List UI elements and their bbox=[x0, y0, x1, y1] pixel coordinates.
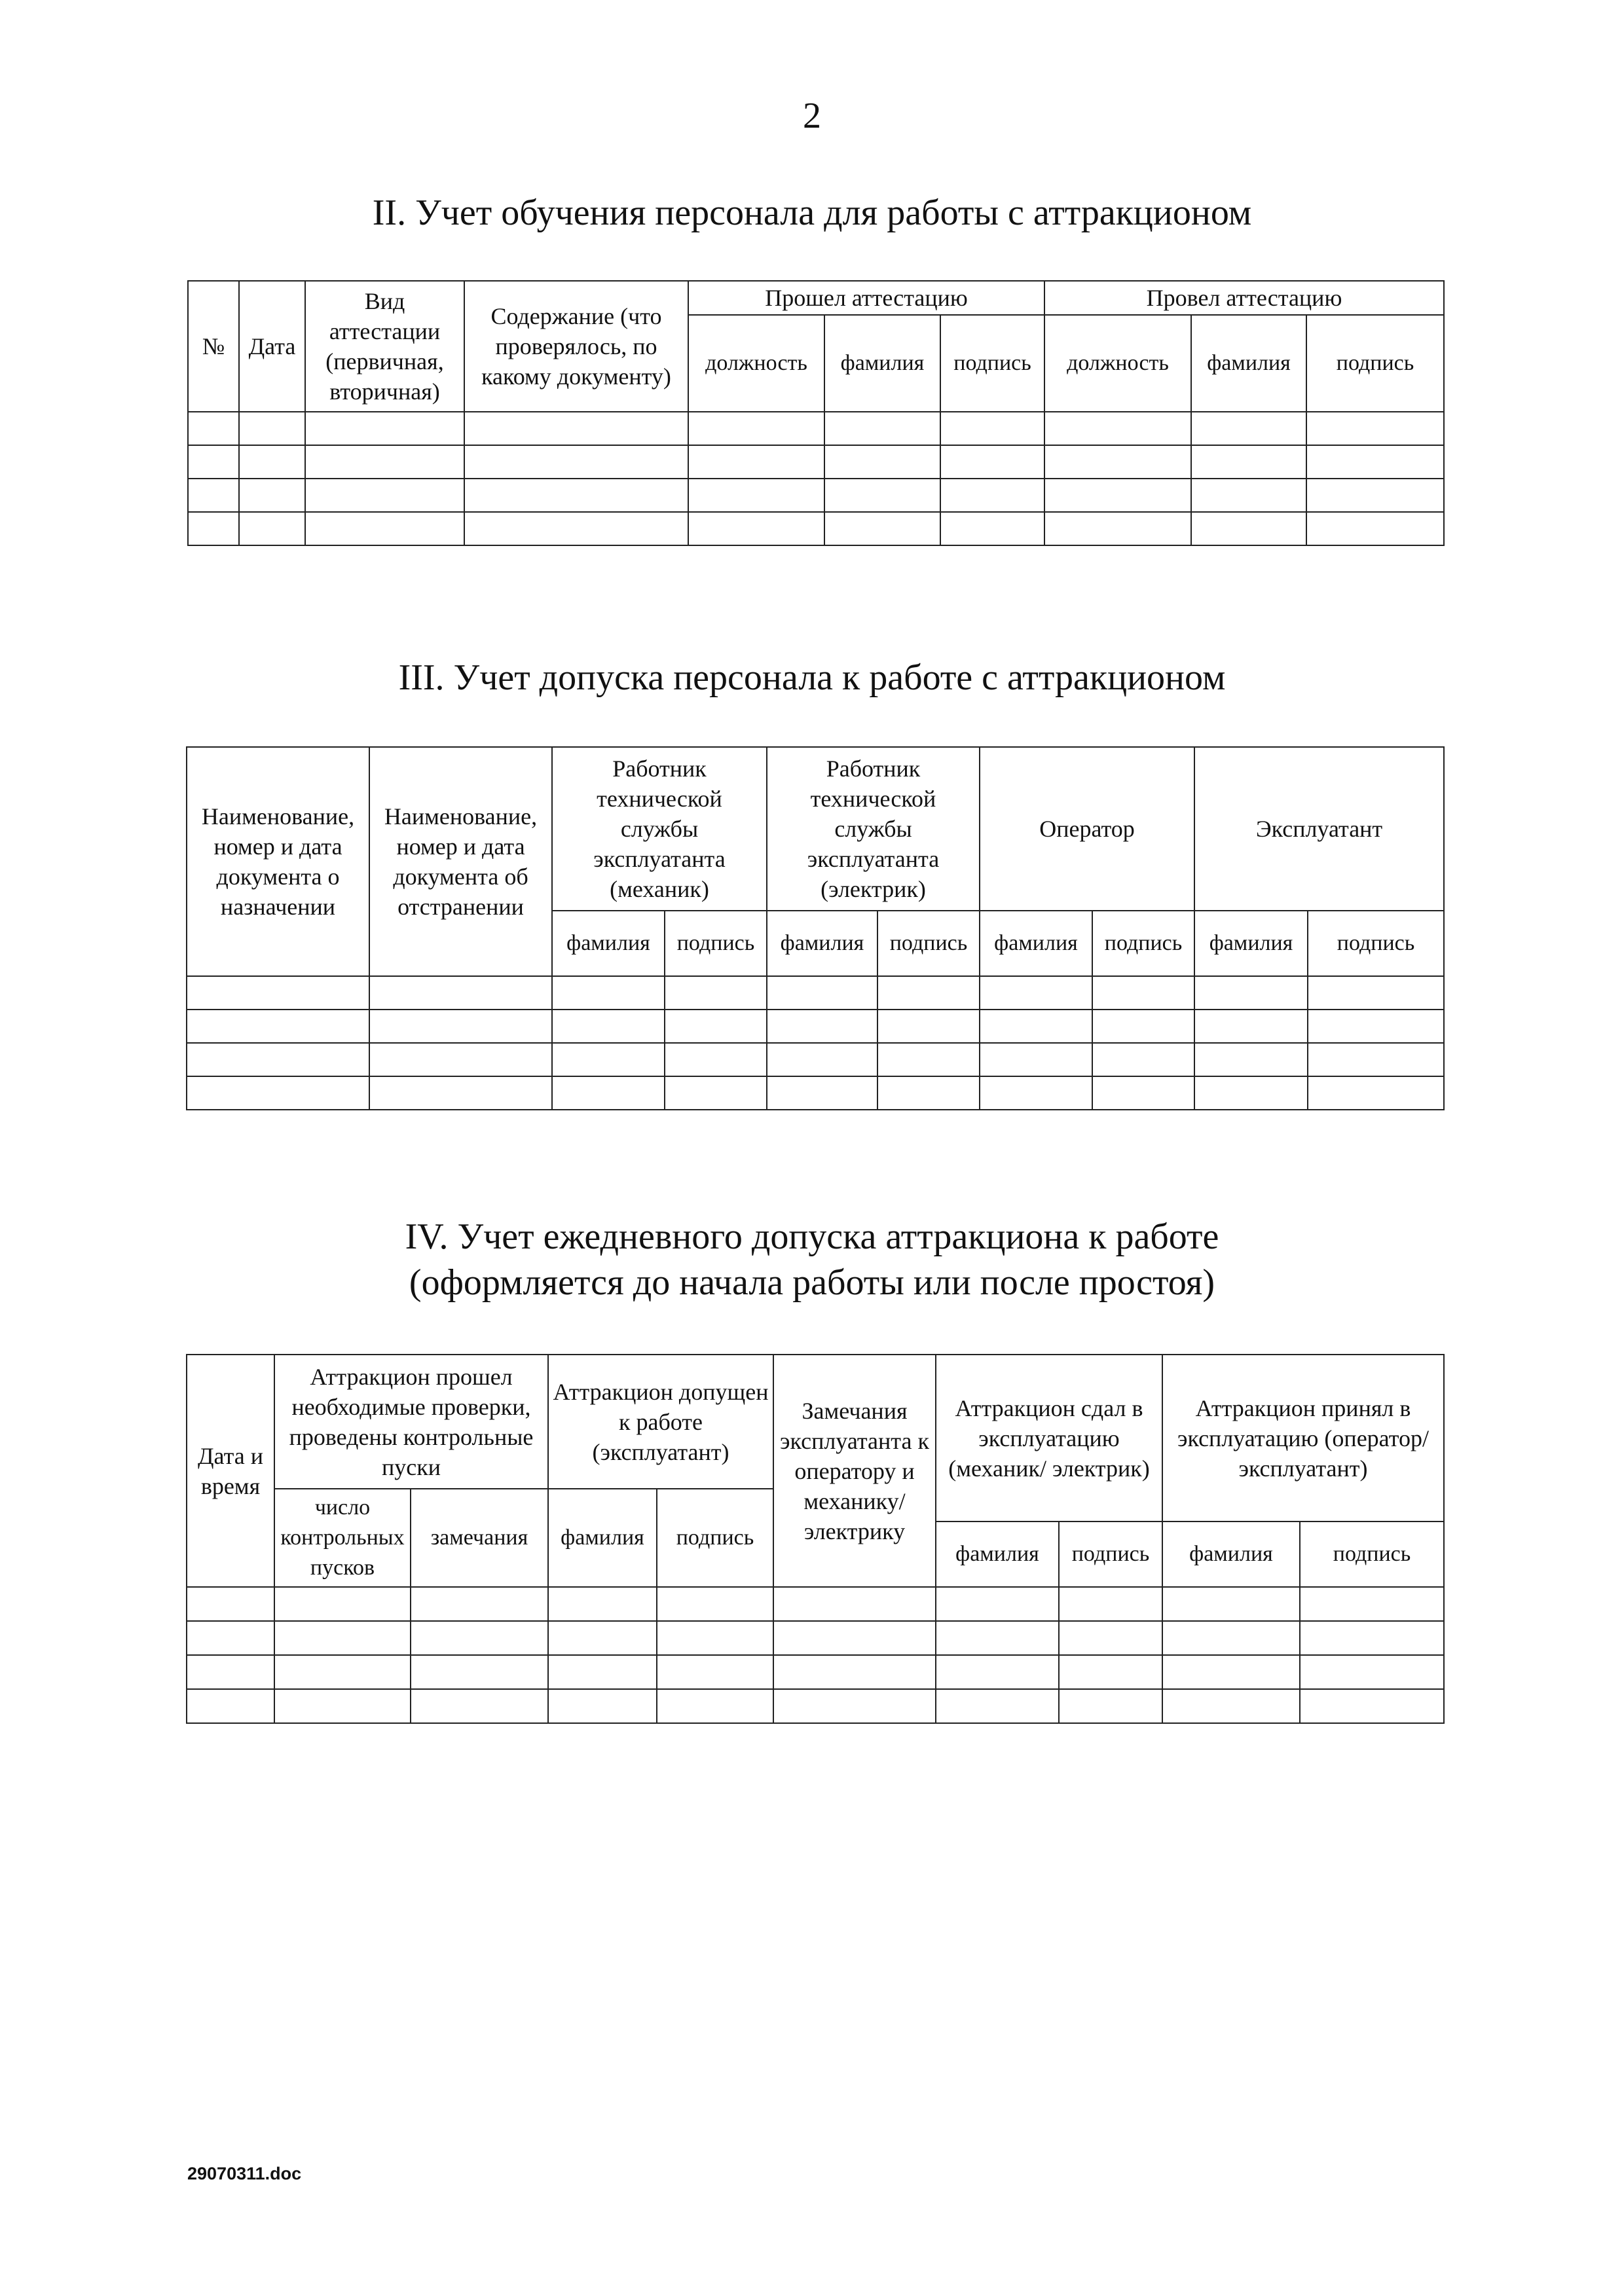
header-signature: подпись bbox=[1308, 911, 1444, 976]
header-checks-passed: Аттракцион прошел необходимые проверки, проведены контрольные пуски bbox=[274, 1355, 548, 1489]
section-3-title: III. Учет допуска персонала к работе с аттракционом bbox=[398, 657, 1226, 698]
header-surname: фамилия bbox=[1191, 315, 1306, 412]
header-surname: фамилия bbox=[767, 911, 877, 976]
header-date: Дата bbox=[239, 281, 305, 412]
header-surname: фамилия bbox=[1194, 911, 1308, 976]
header-exploitant-remarks: Замечания эксплуатанта к оператору и механику/ электрику bbox=[773, 1355, 936, 1587]
header-operator: Оператор bbox=[980, 747, 1194, 911]
header-accepted: Аттракцион принял в эксплуатацию (оператор/ эксплуатант) bbox=[1162, 1355, 1444, 1522]
footer-filename: 29070311.doc bbox=[187, 2164, 302, 2183]
table-row[interactable] bbox=[188, 479, 1444, 512]
header-surname: фамилия bbox=[980, 911, 1092, 976]
header-date-time: Дата и время bbox=[187, 1355, 274, 1587]
section-3-table bbox=[186, 746, 1445, 1110]
header-conducted-attestation: Провел аттестацию bbox=[1044, 281, 1444, 315]
header-electrician: Работник технической службы эксплуатанта (электрик) bbox=[767, 747, 980, 911]
header-signature: подпись bbox=[1059, 1522, 1162, 1587]
table-row[interactable] bbox=[187, 1010, 1444, 1043]
header-removal-document: Наименование, номер и дата документа об отстранении bbox=[369, 747, 552, 976]
header-signature: подпись bbox=[1306, 315, 1444, 412]
header-signature: подпись bbox=[665, 911, 767, 976]
header-position: должность bbox=[1044, 315, 1191, 412]
table-row[interactable] bbox=[188, 512, 1444, 545]
header-signature: подпись bbox=[657, 1489, 773, 1587]
header-attestation-type: Вид аттестации (первичная, вторичная) bbox=[305, 281, 464, 412]
section-4-title-line2: (оформляется до начала работы или после простоя) bbox=[409, 1262, 1215, 1303]
header-signature: подпись bbox=[1092, 911, 1194, 976]
table-row[interactable] bbox=[187, 1587, 1444, 1621]
page-number: 2 bbox=[803, 96, 821, 136]
header-position: должность bbox=[688, 315, 824, 412]
header-surname: фамилия bbox=[936, 1522, 1059, 1587]
table-row[interactable] bbox=[188, 412, 1444, 445]
header-remarks: замечания bbox=[411, 1489, 548, 1587]
table-row[interactable] bbox=[187, 1043, 1444, 1076]
section-2-title: II. Учет обучения персонала для работы с аттракционом bbox=[372, 192, 1252, 233]
header-surname: фамилия bbox=[548, 1489, 657, 1587]
header-passed-attestation: Прошел аттестацию bbox=[688, 281, 1044, 315]
header-surname: фамилия bbox=[824, 315, 940, 412]
header-signature: подпись bbox=[1300, 1522, 1444, 1587]
section-4-table bbox=[186, 1354, 1445, 1724]
header-content: Содержание (что проверялось, по какому документу) bbox=[464, 281, 688, 412]
header-appointment-document: Наименование, номер и дата документа о назначении bbox=[187, 747, 369, 976]
header-mechanic: Работник технической службы эксплуатанта (механик) bbox=[552, 747, 767, 911]
table-row[interactable] bbox=[187, 1076, 1444, 1110]
section-4-title-line1: IV. Учет ежедневного допуска аттракциона к работе bbox=[405, 1216, 1219, 1257]
header-admitted: Аттракцион допущен к работе (эксплуатант) bbox=[548, 1355, 773, 1489]
table-row[interactable] bbox=[187, 1655, 1444, 1689]
table-row[interactable] bbox=[187, 1621, 1444, 1655]
header-number-of-runs: число контрольных пусков bbox=[274, 1489, 411, 1587]
header-surname: фамилия bbox=[1162, 1522, 1300, 1587]
header-handed-over: Аттракцион сдал в эксплуатацию (механик/ электрик) bbox=[936, 1355, 1162, 1522]
header-signature: подпись bbox=[940, 315, 1044, 412]
table-row[interactable] bbox=[187, 1689, 1444, 1723]
header-num: № bbox=[188, 281, 239, 412]
table-row[interactable] bbox=[187, 976, 1444, 1010]
header-surname: фамилия bbox=[552, 911, 665, 976]
header-signature: подпись bbox=[877, 911, 980, 976]
header-exploitant: Эксплуатант bbox=[1194, 747, 1444, 911]
table-row[interactable] bbox=[188, 445, 1444, 479]
section-2-table bbox=[187, 280, 1445, 546]
